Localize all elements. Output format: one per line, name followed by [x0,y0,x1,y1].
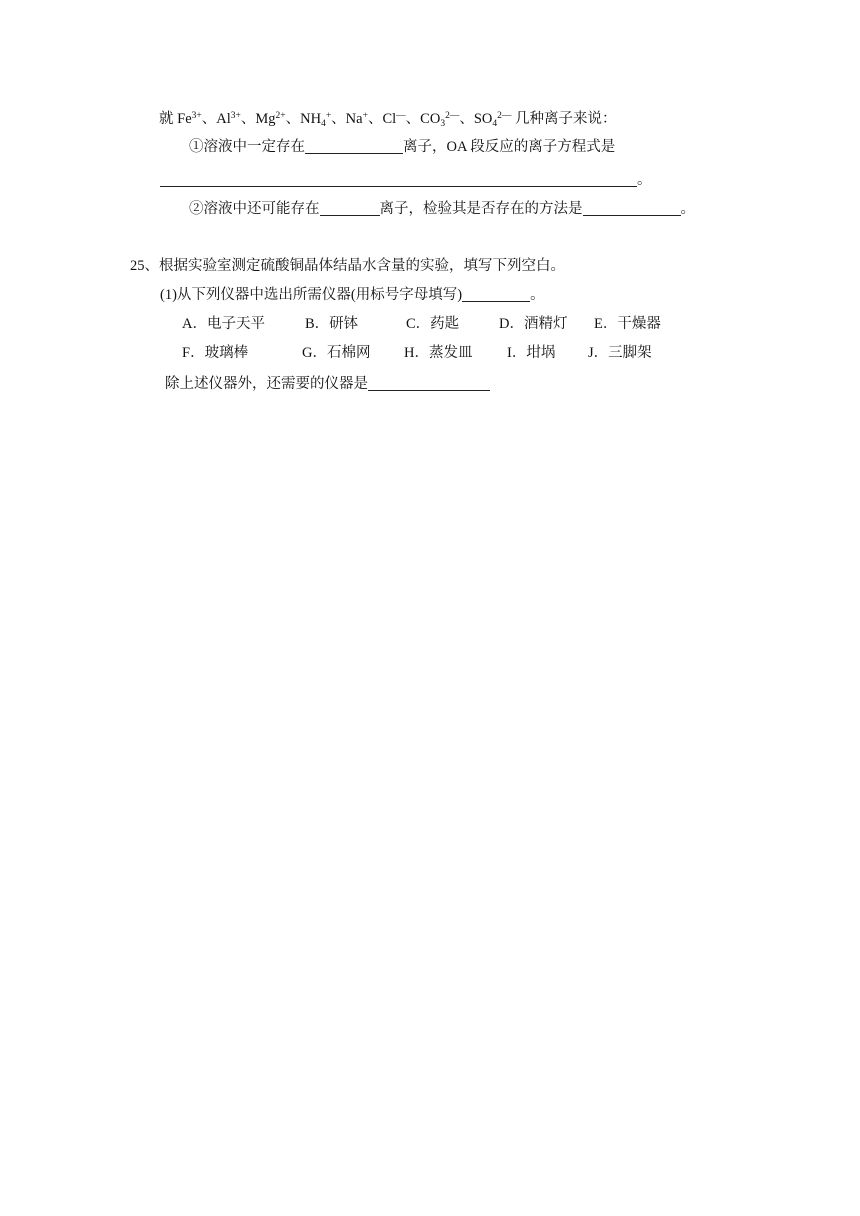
q25-extra-line [165,374,490,394]
ion-separator: 、 [367,111,383,127]
ion-charge: 2+ [275,111,286,121]
option-a: A．电子天平 [182,316,265,332]
ion-separator: 、 [459,111,474,127]
q24-equation-line [160,170,652,190]
q24-item2-prefix: ②溶液中还可能存在 [189,201,320,217]
ion-cl-5 [382,111,420,127]
ion-separator: 、 [405,111,421,127]
answer-blank-ionic-equation[interactable] [160,171,637,187]
option-e: E．干燥器 [594,316,661,332]
ion-charge: 2— [445,111,460,121]
ion-symbol: Fe [177,111,192,127]
q24-item1-mid: 离子，OA 段反应的离子方程式是 [403,139,616,155]
option-j: J．三脚架 [588,345,652,361]
q25-sub1-line [160,285,545,305]
ion-so-7 [474,111,512,127]
ion-symbol: SO [473,111,493,127]
q24-item1-end: 。 [637,172,652,188]
ion-list-suffix: 几种离子来说： [511,111,617,127]
q24-item2-end: 。 [680,201,695,217]
ion-al-1 [216,111,255,127]
q24-item1-prefix: ①溶液中一定存在 [189,139,305,155]
ion-charge: 3+ [191,111,202,121]
q24-item2-mid: 离子，检验其是否存在的方法是 [379,201,583,217]
ion-symbol: Cl [382,111,397,127]
ion-separator: 、 [285,111,301,127]
option-b: B．研钵 [305,316,359,332]
option-g: G．石棉网 [302,345,371,361]
ion-subscript: 3 [440,119,446,129]
q25-sub1-end: 。 [530,287,545,303]
ion-nh-3 [300,111,346,127]
ion-fe-0 [177,111,216,127]
option-f: F．玻璃棒 [182,345,249,361]
ion-subscript: 4 [492,119,498,129]
ion-symbol: CO [420,111,441,127]
answer-blank-test-method[interactable] [583,200,681,216]
q24-item2-line [189,199,695,219]
q24-item1-line [189,137,615,157]
ion-separator: 、 [201,111,217,127]
ion-list [177,111,511,127]
q25-title: 25、根据实验室测定硫酸铜晶体结晶水含量的实验，填写下列空白。 [130,258,565,274]
option-i: I．坩埚 [507,345,556,361]
q25-sub1-prefix: (1)从下列仪器中选出所需仪器(用标号字母填写) [160,287,463,303]
answer-blank-possible-ions[interactable] [320,200,380,216]
ion-na-4 [346,111,383,127]
ion-symbol: Al [216,111,231,127]
ion-charge: 3+ [230,111,241,121]
ion-charge: + [325,111,332,121]
answer-blank-ions-present[interactable] [305,138,403,154]
q25-extra-prefix: 除上述仪器外，还需要的仪器是 [165,376,368,392]
ion-separator: 、 [331,111,346,127]
ion-charge: + [362,111,368,121]
ion-symbol: NH [300,111,322,127]
ion-co-6 [420,111,474,127]
ion-symbol: Na [345,111,363,127]
ion-list-prefix: 就 [159,111,178,127]
ion-subscript: 4 [321,119,326,129]
option-c: C．药匙 [406,316,460,332]
ion-mg-2 [255,111,300,127]
answer-blank-extra-instruments[interactable] [368,375,490,391]
ion-charge: 2— [497,111,512,121]
option-h: H．蒸发皿 [404,345,473,361]
ion-list-line [159,109,616,129]
ion-charge: — [396,111,406,121]
ion-separator: 、 [240,111,256,127]
option-d: D．酒精灯 [499,316,568,332]
answer-blank-instruments[interactable] [462,286,530,302]
ion-symbol: Mg [255,111,276,127]
